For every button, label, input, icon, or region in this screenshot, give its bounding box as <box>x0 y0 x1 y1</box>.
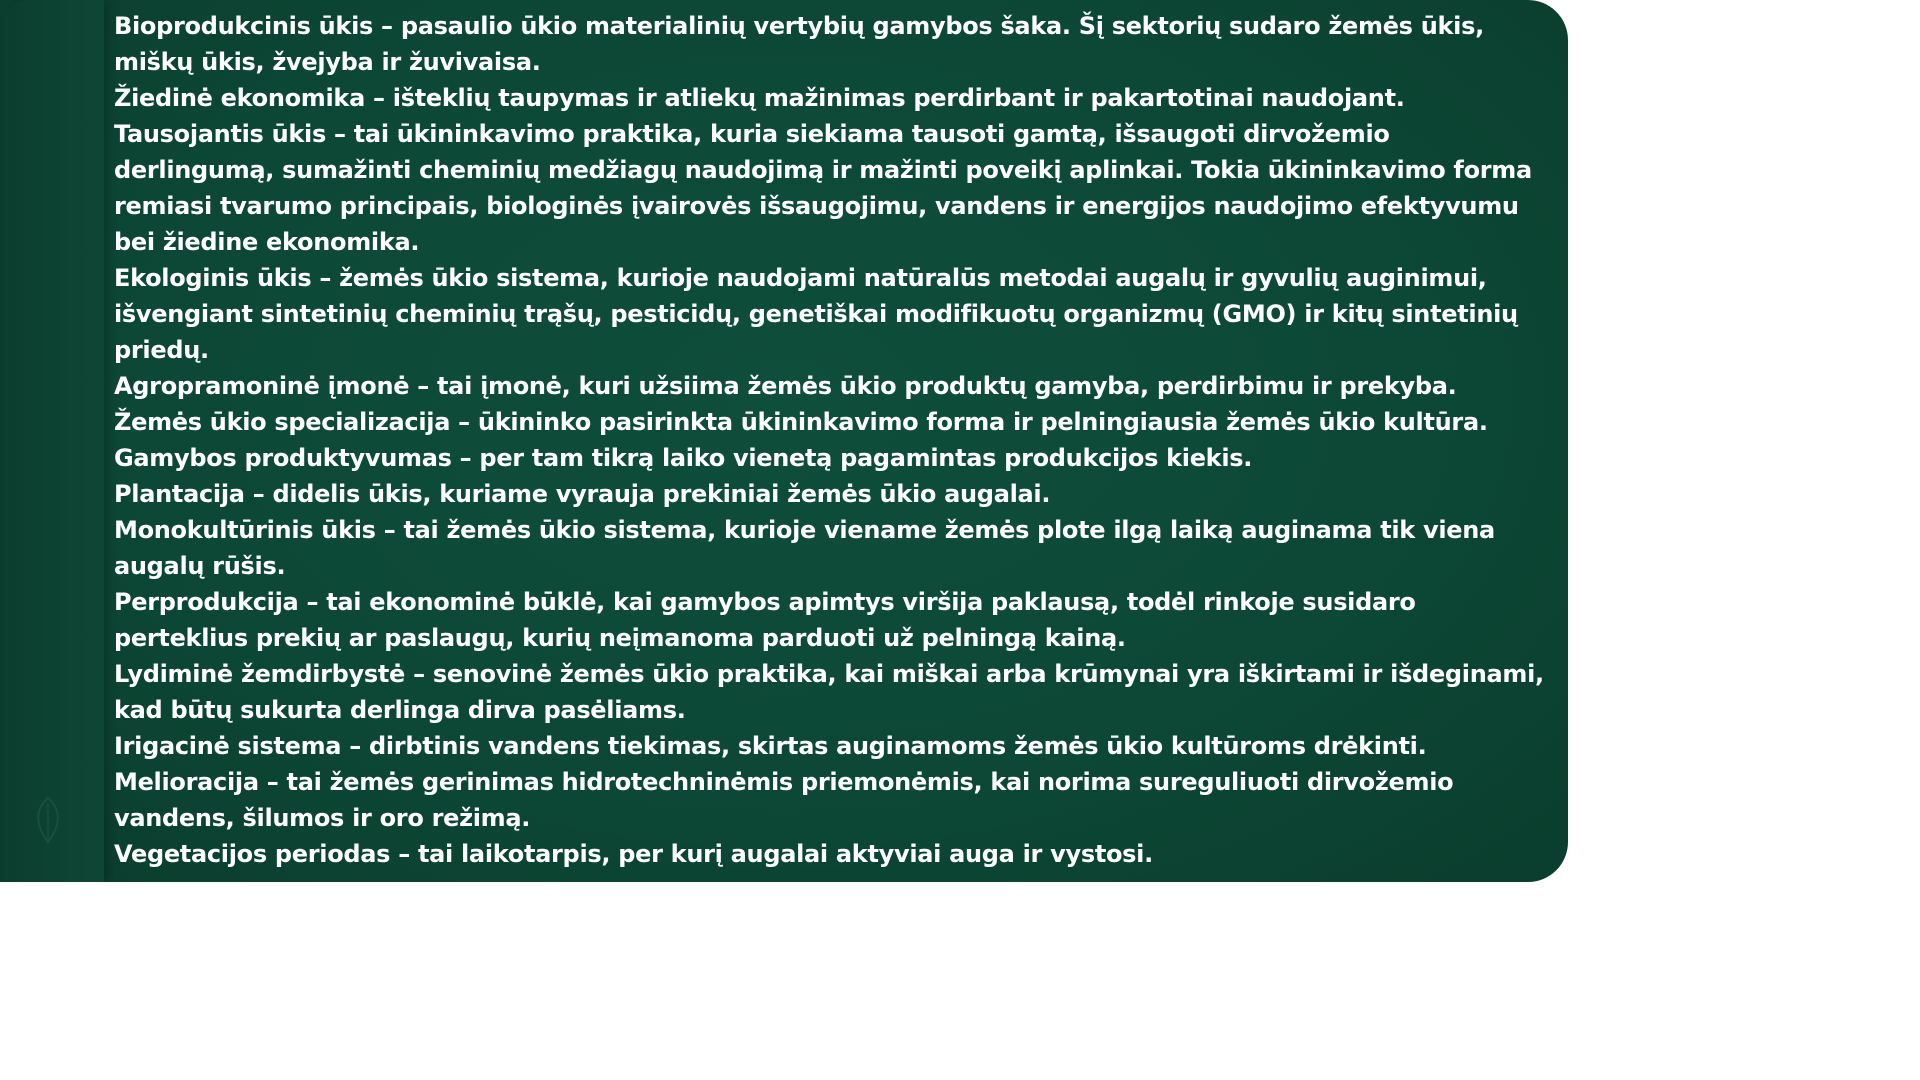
definition-irigacine-sistema: Irigacinė sistema – dirbtinis vandens tiekimas, skirtas auginamoms žemės ūkio kultūroms drėkinti. <box>114 732 1427 760</box>
definitions-list <box>114 8 1544 872</box>
definition-ekologinis-ukis: Ekologinis ūkis – žemės ūkio sistema, kurioje naudojami natūralūs metodai augalų ir gyvulių auginimui, išvengiant sintetinių cheminių trąšų, pesticidų, genetiškai modifikuotų organizmų (GMO) ir kitų sintetinių priedų. <box>114 264 1518 364</box>
side-panel <box>0 0 104 882</box>
definition-plantacija: Plantacija – didelis ūkis, kuriame vyrauja prekiniai žemės ūkio augalai. <box>114 480 1051 508</box>
definition-agropramonine-imone: Agropramoninė įmonė – tai įmonė, kuri užsiima žemės ūkio produktų gamyba, perdirbimu ir prekyba. <box>114 372 1457 400</box>
definition-tausojantis-ukis: Tausojantis ūkis – tai ūkininkavimo praktika, kuria siekiama tausoti gamtą, išsaugoti dirvožemio derlingumą, sumažinti cheminių medžiagų naudojimą ir mažinti poveikį aplinkai. Tokia ūkininkavimo forma remiasi tvarumo principais, biologinės įvairovės išsaugojimu, vandens ir energijos naudojimo efektyvumu bei žiedine ekonomika. <box>114 120 1532 256</box>
definition-lydimine-zemdirbyste: Lydiminė žemdirbystė – senovinė žemės ūkio praktika, kai miškai arba krūmynai yra iškirtami ir išdeginami, kad būtų sukurta derlinga dirva pasėliams. <box>114 660 1544 724</box>
definition-zemes-ukio-specializacija: Žemės ūkio specializacija – ūkininko pasirinkta ūkininkavimo forma ir pelningiausia žemės ūkio kultūra. <box>114 408 1488 436</box>
definition-perprodukcija: Perprodukcija – tai ekonominė būklė, kai gamybos apimtys viršija paklausą, todėl rinkoje susidaro perteklius prekių ar paslaugų, kurių neįmanoma parduoti už pelningą kainą. <box>114 588 1416 652</box>
definition-gamybos-produktyvumas: Gamybos produktyvumas – per tam tikrą laiko vienetą pagamintas produkcijos kiekis. <box>114 444 1253 472</box>
definition-vegetacijos-periodas: Vegetacijos periodas – tai laikotarpis, per kurį augalai aktyviai auga ir vystosi. <box>114 840 1153 868</box>
faint-leaf-icon <box>30 796 66 844</box>
definition-melioracija: Melioracija – tai žemės gerinimas hidrotechninėmis priemonėmis, kai norima sureguliuoti dirvožemio vandens, šilumos ir oro režimą. <box>114 768 1454 832</box>
definition-bioprodukcinis-ukis: Bioprodukcinis ūkis – pasaulio ūkio materialinių vertybių gamybos šaka. Šį sektorių sudaro žemės ūkis, miškų ūkis, žvejyba ir žuvivaisa. <box>114 12 1484 76</box>
definition-monokulturinis-ukis: Monokultūrinis ūkis – tai žemės ūkio sistema, kurioje viename žemės plote ilgą laiką auginama tik viena augalų rūšis. <box>114 516 1495 580</box>
definition-ziedine-ekonomika: Žiedinė ekonomika – išteklių taupymas ir atliekų mažinimas perdirbant ir pakartotinai naudojant. <box>114 84 1405 112</box>
